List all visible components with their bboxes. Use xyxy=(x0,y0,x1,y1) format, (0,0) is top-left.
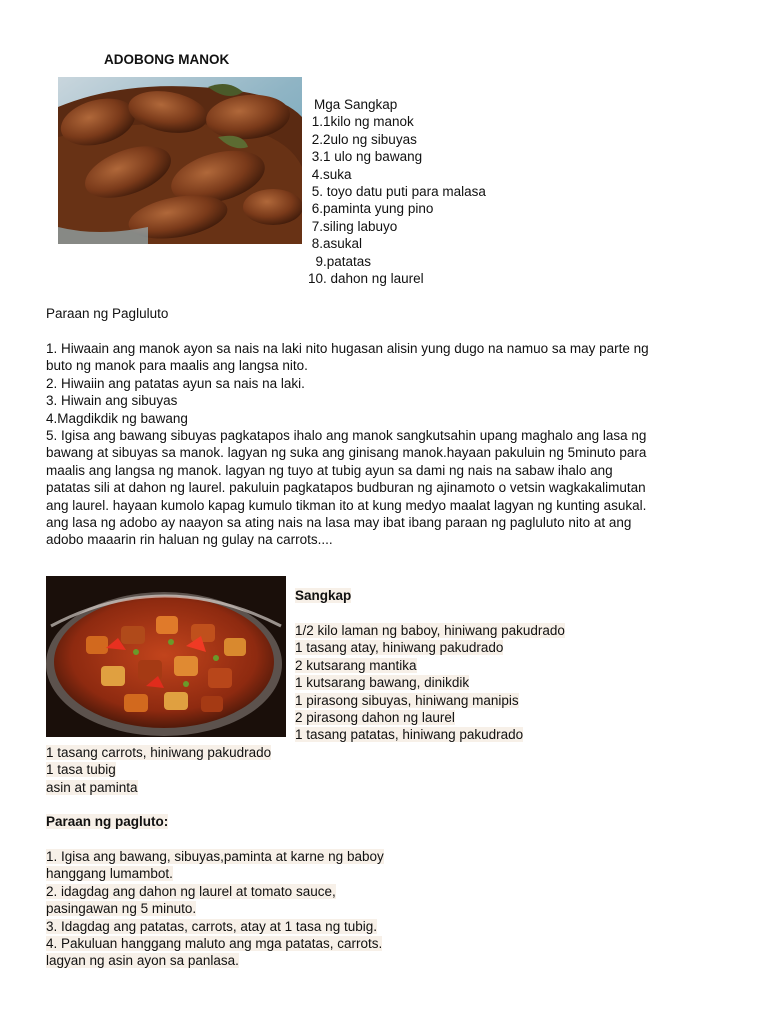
step-line: ang laurel. hayaan kumolo kapag kumulo tikman ito at kung medyo maalat lagyan ng kunting asukal. xyxy=(46,497,647,513)
ingredient-item: 2.2ulo ng sibuyas xyxy=(308,131,417,147)
adobo-ingredients xyxy=(308,96,486,287)
step-line: maalis ang langsa ng manok. lagyan ng tuyo at tubig ayun sa dami ng nais na sabaw ihalo ang xyxy=(46,462,613,478)
step-line: bawang at sibuyas sa manok. lagyan ng suka ang ginisang manok.hayaan pakuluin ng 5minuto para xyxy=(46,445,647,461)
ingredient-item: 1 kutsarang bawang, dinikdik xyxy=(295,675,470,691)
step-line: buto ng manok para maalis ang langsa nito. xyxy=(46,358,308,374)
ingredient-item: 8.asukal xyxy=(308,236,363,252)
pork-ingredients-right xyxy=(295,622,565,744)
step-line: 2. idagdag ang dahon ng laurel at tomato sauce, xyxy=(46,883,336,899)
step-line: hanggang lumambot. xyxy=(46,866,173,882)
adobo-steps xyxy=(46,340,736,549)
ingredient-item: 1.1kilo ng manok xyxy=(308,114,414,130)
adobo-chicken-image xyxy=(58,77,302,244)
step-line: 4. Pakuluan hanggang maluto ang mga patatas, carrots. xyxy=(46,936,383,952)
ingredient-item: 1 tasang carrots, hiniwang pakudrado xyxy=(46,745,272,760)
ingredient-item: 3.1 ulo ng bawang xyxy=(308,149,423,165)
pork-steps xyxy=(46,848,384,970)
step-line: 1. Igisa ang bawang, sibuyas,paminta at karne ng baboy xyxy=(46,849,384,864)
ingredient-item: 9.patatas xyxy=(308,253,372,269)
ingredient-item: 2 pirasong dahon ng laurel xyxy=(295,710,455,726)
step-line: pasingawan ng 5 minuto. xyxy=(46,901,197,917)
ingredient-item: 5. toyo datu puti para malasa xyxy=(308,184,486,200)
step-line: 3. Hiwain ang sibuyas xyxy=(46,393,178,409)
recipe-title: ADOBONG MANOK xyxy=(104,52,230,67)
method-heading: Paraan ng Pagluluto xyxy=(46,306,169,321)
step-line: adobo maaarin rin haluan ng gulay na carrots.... xyxy=(46,532,333,548)
pork-stew-image xyxy=(46,576,286,737)
sangkap-heading: Sangkap xyxy=(295,588,352,603)
ingredient-item: 1 pirasong sibuyas, hiniwang manipis xyxy=(295,692,519,708)
ingredient-item: 10. dahon ng laurel xyxy=(308,271,424,287)
ingredients-heading: Mga Sangkap xyxy=(314,97,398,112)
step-line: lagyan ng asin ayon sa panlasa. xyxy=(46,953,239,969)
step-line: 2. Hiwaiin ang patatas ayun sa nais na laki. xyxy=(46,375,305,391)
ingredient-item: 4.suka xyxy=(308,166,352,182)
adobong-manok-photo xyxy=(58,77,302,244)
step-line: patatas sili at dahon ng laurel. pakuluin pagkatapos budburan ng ajinamoto o vetsin wagkakalimutan xyxy=(46,480,646,496)
step-line: 5. Igisa ang bawang sibuyas pagkatapos ihalo ang manok sangkutsahin upang maghalo ang lasa ng xyxy=(46,428,647,444)
ingredient-item: 2 kutsarang mantika xyxy=(295,657,417,673)
ingredient-item: 1 tasang patatas, hiniwang pakudrado xyxy=(295,727,524,743)
ingredient-item: 1 tasa tubig xyxy=(46,762,116,778)
step-line: 1. Hiwaain ang manok ayon sa nais na laki nito hugasan alisin yung dugo na namuo sa may parte ng xyxy=(46,341,649,356)
ingredient-item: asin at paminta xyxy=(46,779,138,795)
ingredient-item: 1 tasang atay, hiniwang pakudrado xyxy=(295,640,504,656)
ingredient-item: 1/2 kilo laman ng baboy, hiniwang pakudrado xyxy=(295,623,565,638)
step-line: ang lasa ng adobo ay naayon sa ating nais na lasa may ibat ibang paraan ng pagluluto nito at ang xyxy=(46,515,632,531)
pork-ingredients-left xyxy=(46,744,271,796)
ingredient-item: 7.siling labuyo xyxy=(308,218,398,234)
step-line: 3. Idagdag ang patatas, carrots, atay at 1 tasa ng tubig. xyxy=(46,918,377,934)
pork-dish-photo xyxy=(46,576,286,737)
pagluto-heading: Paraan ng pagluto: xyxy=(46,814,169,829)
ingredient-item: 6.paminta yung pino xyxy=(308,201,434,217)
step-line: 4.Magdikdik ng bawang xyxy=(46,410,188,426)
